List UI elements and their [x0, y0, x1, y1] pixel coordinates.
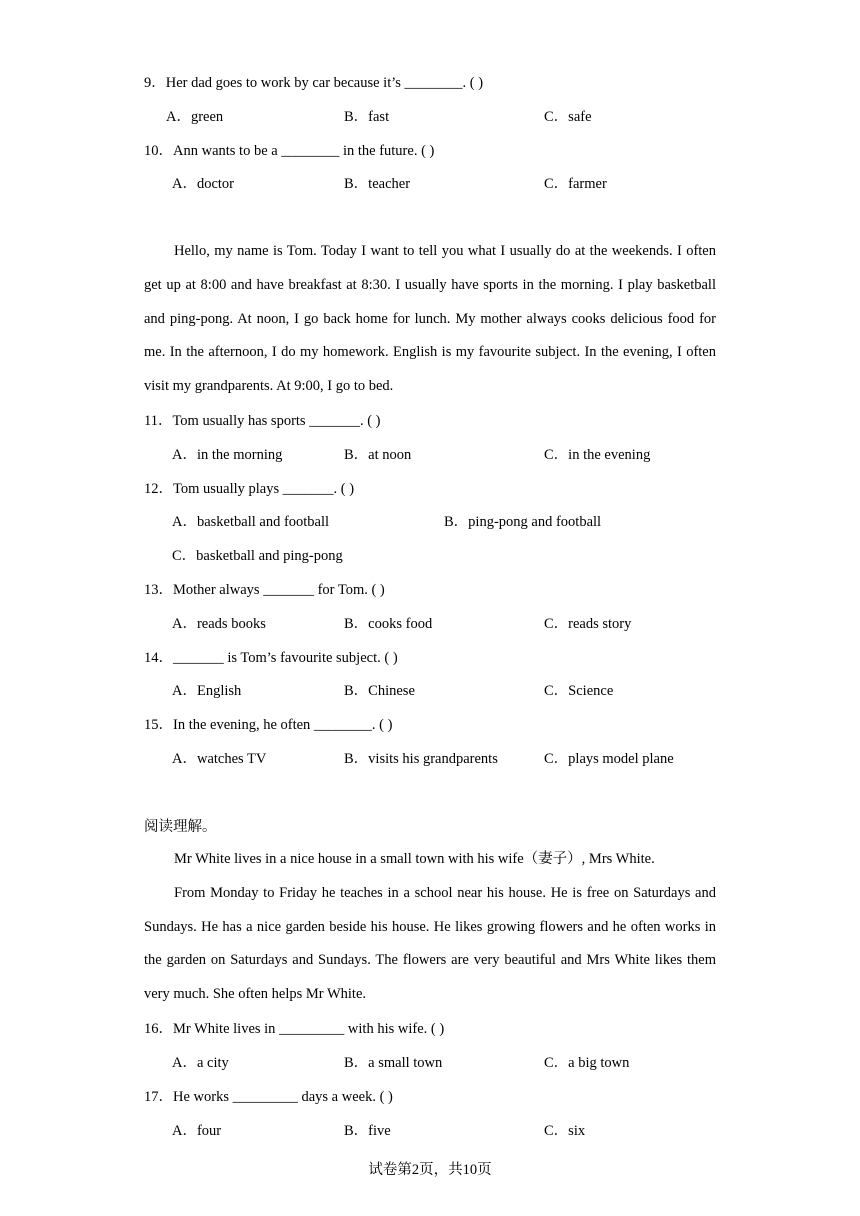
- question-14-stem: 14．_______ is Tom’s favourite subject. ( ): [144, 650, 398, 666]
- q16-option-b[interactable]: B．a small town: [344, 1055, 443, 1071]
- question-9-stem: 9．Her dad goes to work by car because it’s ________. ( ): [144, 75, 484, 91]
- question-16-stem: 16．Mr White lives in _________ with his wife. ( ): [144, 1021, 445, 1037]
- question-17-options: [0, 1121, 860, 1141]
- question-15-options: [0, 749, 860, 769]
- q10-option-c[interactable]: C．farmer: [544, 176, 607, 192]
- q16-option-c[interactable]: C．a big town: [544, 1055, 630, 1071]
- q17-option-a[interactable]: A．four: [172, 1123, 222, 1139]
- page-footer: 试卷第2页，共10页: [368, 1162, 492, 1178]
- q11-option-c[interactable]: C．in the evening: [544, 447, 651, 463]
- reading-passage-tom: [144, 235, 716, 404]
- question-13-stem: 13．Mother always _______ for Tom. ( ): [144, 582, 385, 598]
- passage-white-para2: From Monday to Friday he teaches in a school near his house. He is free on Saturdays and Sundays. He has a nice garden beside his house. He likes growing flowers and he often works in the garden on Saturdays and Sundays. The flowers are very beautiful and Mrs White likes them very much. She often helps Mr White.: [144, 884, 716, 1003]
- passage-white-para1: Mr White lives in a nice house in a small town with his wife（妻子）, Mrs White.: [174, 851, 655, 867]
- q10-option-b[interactable]: B．teacher: [344, 176, 411, 192]
- question-12-options-row1: [0, 512, 860, 532]
- q13-option-c[interactable]: C．reads story: [544, 616, 632, 632]
- question-10-stem: 10．Ann wants to be a ________ in the future. ( ): [144, 143, 435, 159]
- q15-option-b[interactable]: B．visits his grandparents: [344, 751, 498, 767]
- question-11-stem: 11．Tom usually has sports _______. ( ): [144, 413, 381, 429]
- q14-option-b[interactable]: B．Chinese: [344, 683, 415, 699]
- question-10-options: [0, 174, 860, 194]
- q12-option-b[interactable]: B．ping-pong and football: [444, 514, 602, 530]
- q13-option-a[interactable]: A．reads books: [172, 616, 266, 632]
- q9-option-b[interactable]: B．fast: [344, 109, 390, 125]
- section-heading-reading: 阅读理解。: [144, 819, 217, 835]
- q9-option-c[interactable]: C．safe: [544, 109, 592, 125]
- question-13-options: [0, 614, 860, 634]
- q17-option-c[interactable]: C．six: [544, 1123, 586, 1139]
- q14-option-a[interactable]: A．English: [172, 683, 242, 699]
- q12-option-c[interactable]: C．basketball and ping-pong: [172, 548, 343, 564]
- passage-tom-text: Hello, my name is Tom. Today I want to tell you what I usually do at the weekends. I often get up at 8:00 and have breakfast at 8:30. I usually have sports in the morning. I play basketball and ping-pong. At noon, I go back home for lunch. My mother always cooks delicious food for me. In the afternoon, I do my homework. English is my favourite subject. In the evening, I often visit my grandparents. At 9:00, I go to bed.: [144, 243, 716, 395]
- q14-option-c[interactable]: C．Science: [544, 683, 614, 699]
- question-16-options: [0, 1053, 860, 1073]
- q17-option-b[interactable]: B．five: [344, 1123, 391, 1139]
- q11-option-a[interactable]: A．in the morning: [172, 447, 283, 463]
- q9-option-a[interactable]: A．green: [166, 109, 224, 125]
- q13-option-b[interactable]: B．cooks food: [344, 616, 433, 632]
- reading-passage-white: [144, 843, 716, 1012]
- q11-option-b[interactable]: B．at noon: [344, 447, 412, 463]
- question-12-stem: 12．Tom usually plays _______. ( ): [144, 481, 355, 497]
- q12-option-a[interactable]: A．basketball and football: [172, 514, 330, 530]
- question-9-options: [0, 107, 860, 127]
- question-17-stem: 17．He works _________ days a week. ( ): [144, 1089, 393, 1105]
- q15-option-c[interactable]: C．plays model plane: [544, 751, 674, 767]
- q16-option-a[interactable]: A．a city: [172, 1055, 229, 1071]
- q10-option-a[interactable]: A．doctor: [172, 176, 235, 192]
- question-14-options: [0, 681, 860, 701]
- question-12-options-row2: [0, 546, 860, 566]
- question-11-options: [0, 445, 860, 465]
- question-15-stem: 15．In the evening, he often ________. ( ): [144, 717, 393, 733]
- q15-option-a[interactable]: A．watches TV: [172, 751, 267, 767]
